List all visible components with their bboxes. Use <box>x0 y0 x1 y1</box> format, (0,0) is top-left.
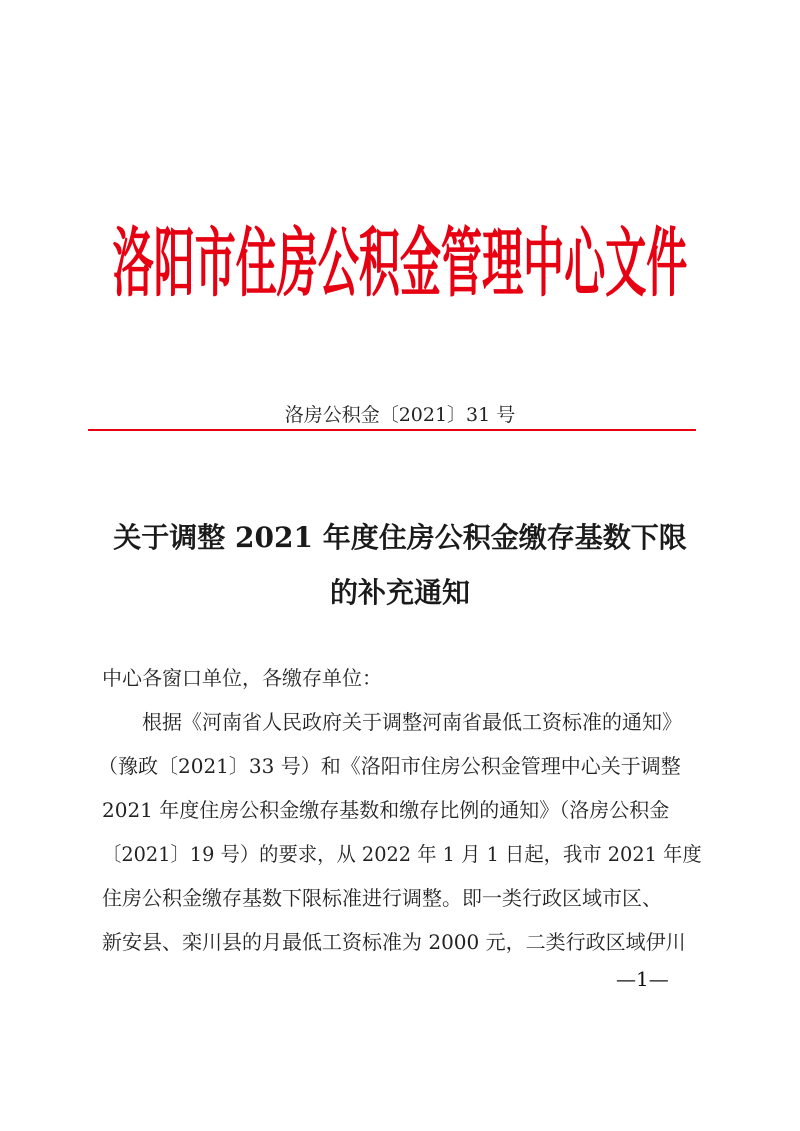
notice-title-line-2: 的补充通知 <box>329 576 470 609</box>
notice-title-line-1: 关于调整 2021 年度住房公积金缴存基数下限 <box>113 521 687 554</box>
red-separator-line <box>88 429 696 431</box>
document-number: 洛房公积金〔2021〕31 号 <box>284 404 516 426</box>
page-number: —1— <box>616 967 669 991</box>
issuer-masthead: 洛阳市住房公积金管理中心文件 <box>112 220 688 307</box>
paragraph-line: 〔2021〕19 号）的要求，从 2022 年 1 月 1 日起，我市 2021 年度 <box>102 842 702 866</box>
paragraph-line: 2021 年度住房公积金缴存基数和缴存比例的通知》（洛房公积金 <box>102 798 670 822</box>
paragraph-line: （豫政〔2021〕33 号）和《洛阳市住房公积金管理中心关于调整 <box>98 754 681 778</box>
paragraph-line: 根据《河南省人民政府关于调整河南省最低工资标准的通知》 <box>142 710 682 734</box>
salutation: 中心各窗口单位，各缴存单位： <box>102 666 382 690</box>
paragraph-line: 新安县、栾川县的月最低工资标准为 2000 元，二类行政区域伊川 <box>102 930 686 954</box>
paragraph-line: 住房公积金缴存基数下限标准进行调整。即一类行政区域市区、 <box>102 886 662 910</box>
